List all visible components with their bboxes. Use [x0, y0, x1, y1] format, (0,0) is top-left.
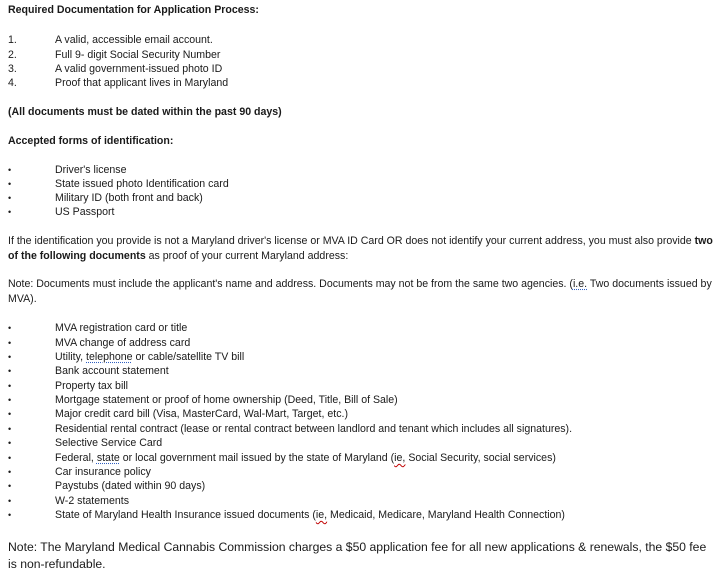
item-text: MVA registration card or title: [55, 322, 188, 334]
emphasis-text: two of the following documents: [8, 235, 713, 262]
item-text: W-2 statements: [55, 495, 129, 507]
item-text: [55, 452, 556, 465]
item-text: Major credit card bill (Visa, MasterCard, Wal-Mart, Target, etc.): [55, 408, 348, 420]
grammar-marked-text: telephone: [86, 351, 133, 363]
item-text: Full 9- digit Social Security Number: [55, 49, 221, 61]
item-text: [55, 351, 244, 364]
bullet: •: [8, 323, 12, 333]
item-text-part: or cable/satellite TV bill: [132, 351, 245, 363]
note-paragraph: [8, 277, 714, 307]
item-number: 4.: [8, 77, 17, 89]
item-text: Property tax bill: [55, 380, 129, 392]
id-requirement-paragraph: [8, 234, 714, 264]
paragraph-text: Two documents issued by MVA).: [8, 278, 712, 305]
bullet: •: [8, 481, 12, 491]
item-text-part: State of Maryland Health Insurance issued documents (: [55, 509, 316, 521]
item-number: 1.: [8, 34, 17, 46]
item-text: Bank account statement: [55, 365, 169, 377]
paragraph-text: Note: Documents must include the applicant's name and address. Documents may not be from the same two agencies. (: [8, 278, 573, 290]
item-text: Car insurance policy: [55, 466, 151, 478]
bullet: •: [8, 409, 12, 419]
bullet: •: [8, 467, 12, 477]
item-text: Selective Service Card: [55, 437, 163, 449]
paragraph-text: as proof of your current Maryland address:: [145, 250, 349, 262]
item-text: US Passport: [55, 206, 115, 218]
bullet: •: [8, 510, 12, 520]
item-text: A valid, accessible email account.: [55, 34, 213, 46]
heading-accepted-id: Accepted forms of identification:: [8, 135, 174, 147]
heading-required-docs: Required Documentation for Application Process:: [8, 4, 259, 16]
item-text: Driver's license: [55, 164, 127, 176]
bullet: •: [8, 424, 12, 434]
item-text-part: Medicaid, Medicare, Maryland Health Connection): [327, 509, 565, 521]
grammar-marked-text: i.e.: [572, 278, 588, 290]
item-text: MVA change of address card: [55, 337, 191, 349]
bullet: •: [8, 395, 12, 405]
item-text-part: Social Security, social services): [405, 452, 556, 464]
bullet: •: [8, 438, 12, 448]
item-number: 3.: [8, 63, 17, 75]
bullet: •: [8, 179, 12, 189]
item-text: Mortgage statement or proof of home ownership (Deed, Title, Bill of Sale): [55, 394, 398, 406]
fee-note: Note: The Maryland Medical Cannabis Commission charges a $50 application fee for all new applications & renewals, the $50 fee is non-refundable.: [8, 540, 707, 571]
item-number: 2.: [8, 49, 17, 61]
bullet: •: [8, 352, 12, 362]
dated-note: (All documents must be dated within the past 90 days): [8, 106, 282, 118]
item-text-part: or local government mail issued by the state of Maryland (: [119, 452, 395, 464]
grammar-marked-text: state: [96, 452, 120, 464]
spelling-marked-text: ie,: [394, 452, 406, 464]
item-text: Military ID (both front and back): [55, 192, 203, 204]
item-text-part: Federal,: [55, 452, 97, 464]
item-text: Proof that applicant lives in Maryland: [55, 77, 229, 89]
bullet: •: [8, 165, 12, 175]
bullet: •: [8, 207, 12, 217]
item-text: A valid government-issued photo ID: [55, 63, 223, 75]
spelling-marked-text: ie,: [315, 509, 328, 521]
item-text: [55, 509, 565, 522]
paragraph-text: If the identification you provide is not a Maryland driver's license or MVA ID Card OR does not identify your current address, you must also provide: [8, 235, 695, 247]
bullet: •: [8, 381, 12, 391]
bullet: •: [8, 338, 12, 348]
bullet: •: [8, 366, 12, 376]
item-text-part: Utility,: [55, 351, 86, 363]
bullet: •: [8, 193, 12, 203]
bullet: •: [8, 453, 12, 463]
item-text: Residential rental contract (lease or rental contract between landlord and tenant which includes all signatures).: [55, 423, 573, 435]
item-text: State issued photo Identification card: [55, 178, 229, 190]
bullet: •: [8, 496, 12, 506]
item-text: Paystubs (dated within 90 days): [55, 480, 206, 492]
